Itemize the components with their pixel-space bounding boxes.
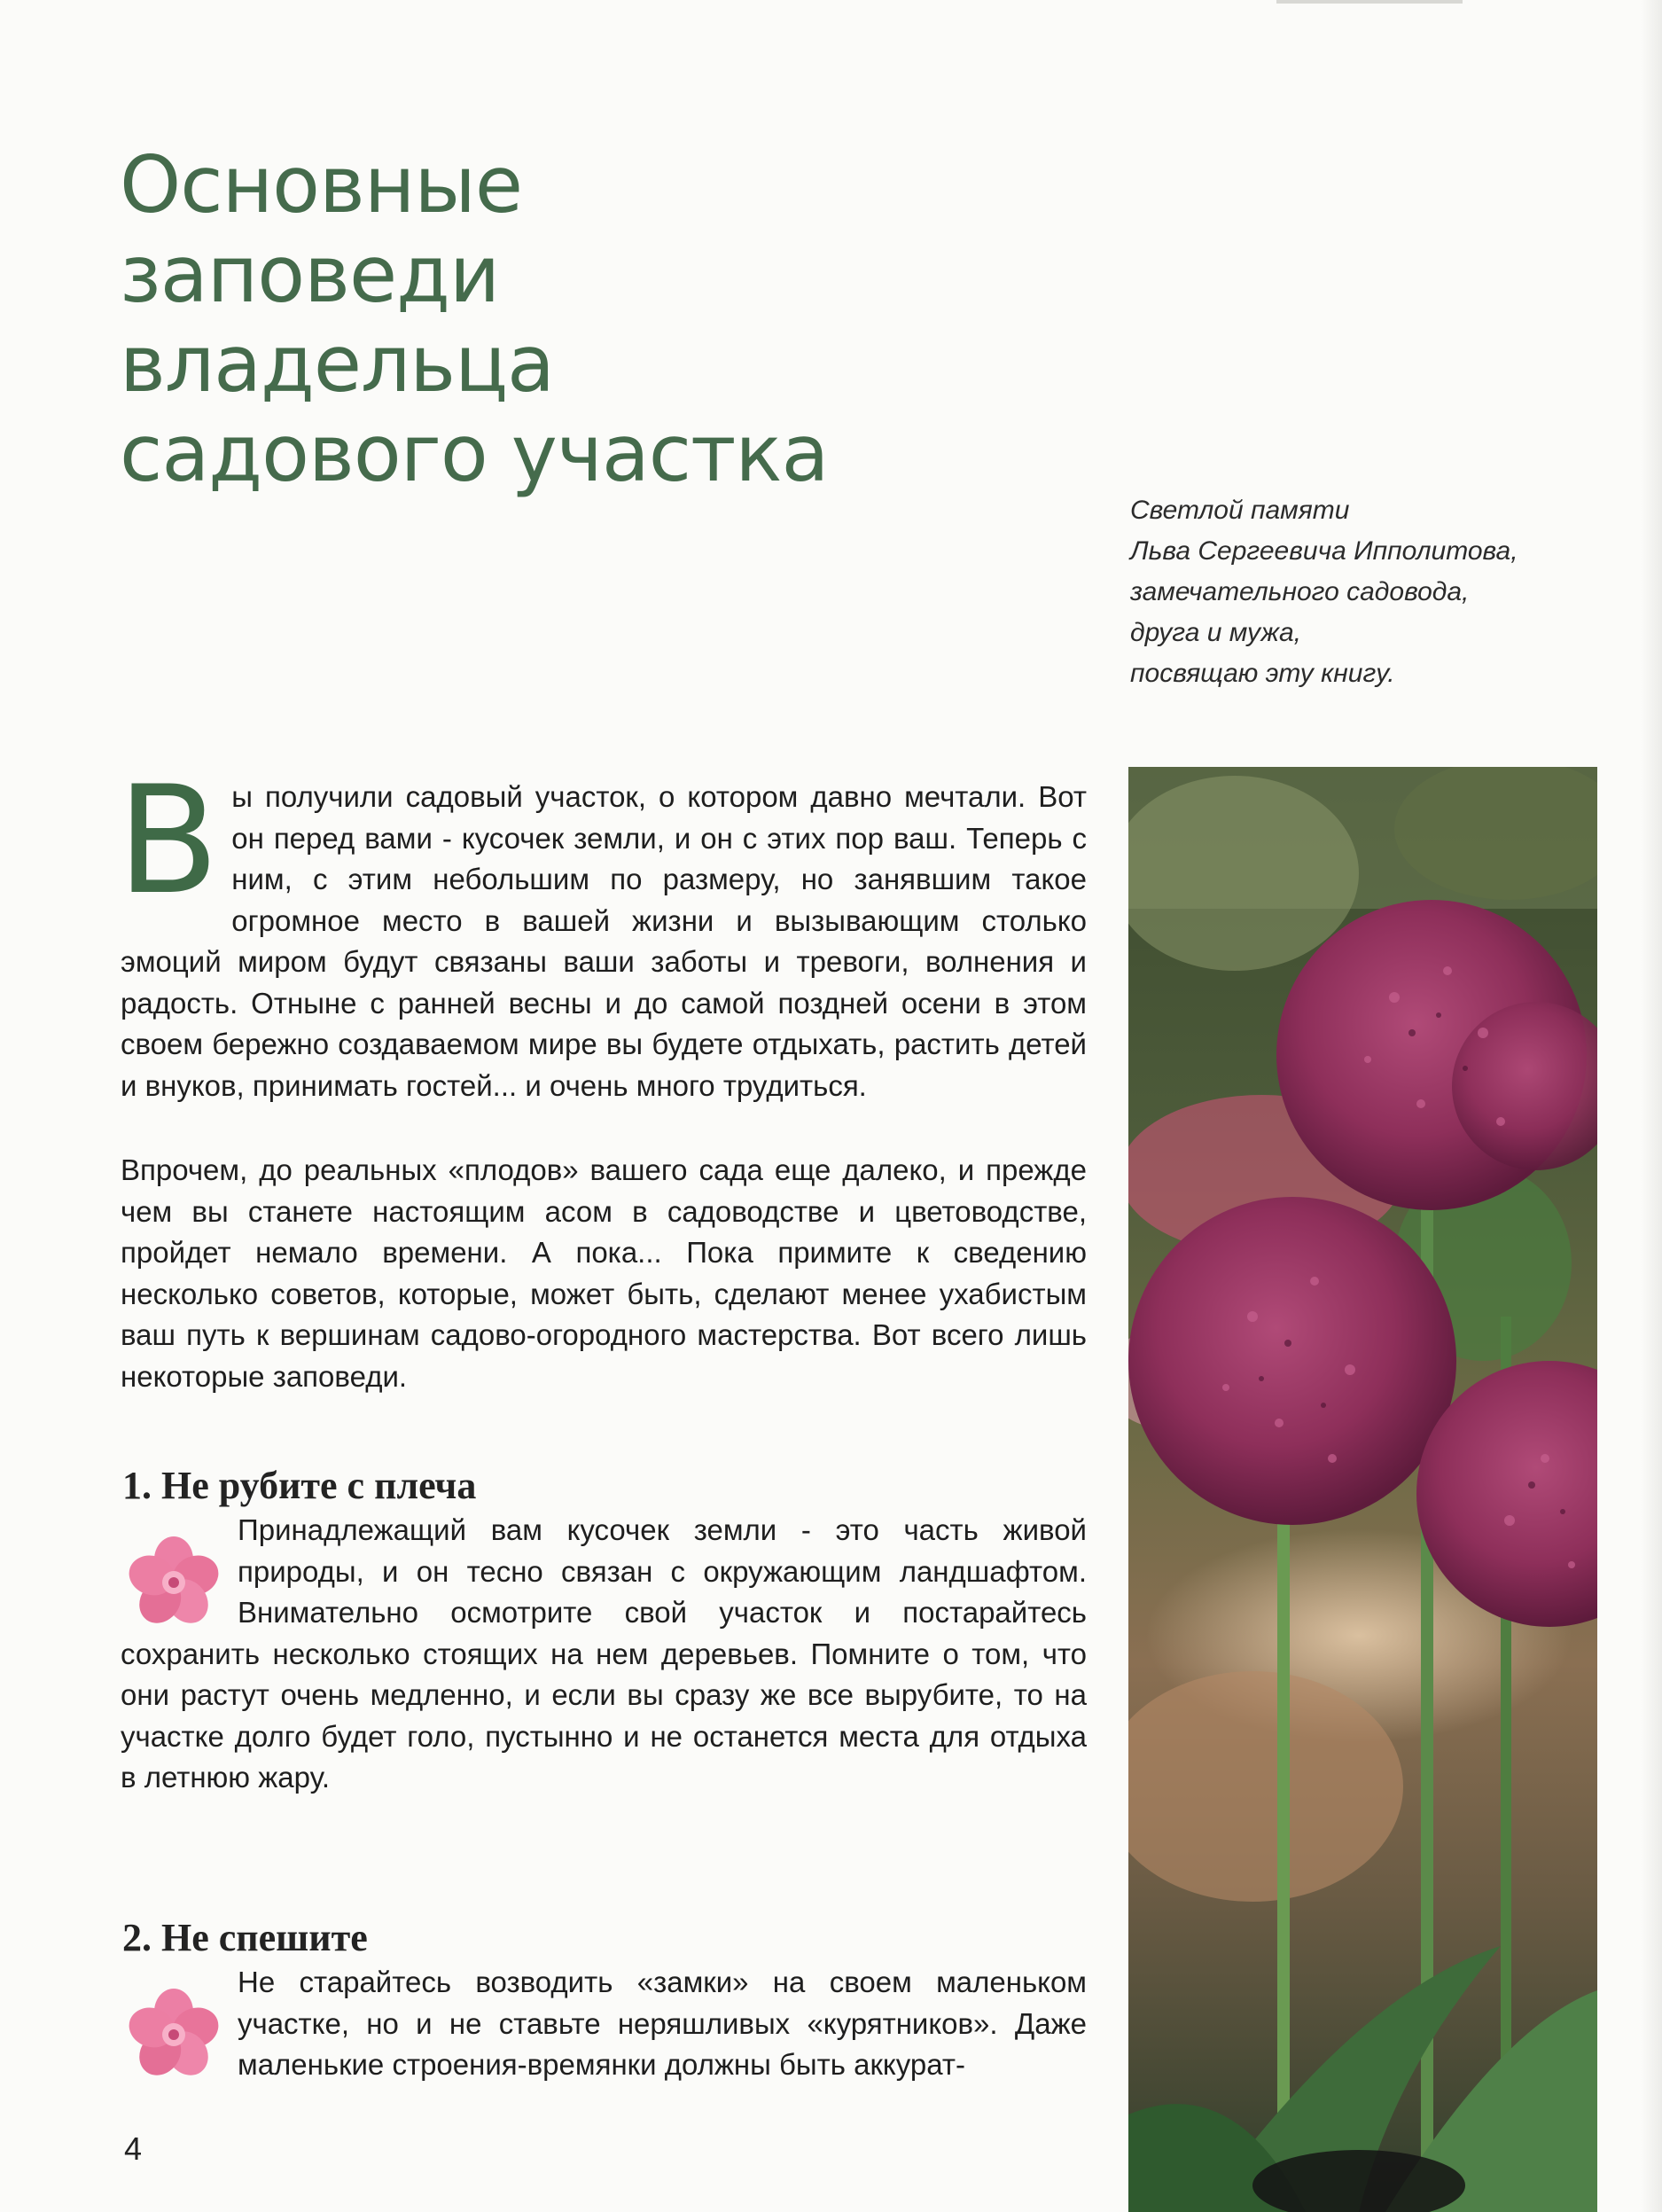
body-paragraph: Впрочем, до реальных «плодов» вашего сада еще далеко, и прежде чем вы станете настоящим асом в садоводстве и цветоводстве, пройдет немало времени. А пока... Пока примите к сведению несколько советов, которые, может быть, сделают менее ухабистым ваш путь к вершинам садово-огородного мастерства. Вот всего лишь некоторые заповеди. [121, 1153, 1087, 1393]
dedication-line: Светлой памяти [1130, 496, 1350, 525]
allium-flower-photo [1128, 767, 1597, 2212]
title-line: заповеди [120, 229, 500, 320]
section-heading-1: 1. Не рубите с плеча [122, 1464, 477, 1507]
intro-text: ы получили садовый участок, о котором давно мечтали. Вот он перед вами - кусочек земли, и он с этих пор ваш. Теперь с ним, с этим небольшим по размеру, но занявшим такое огромное место в вашей жизни и вызывающим столько эмоций миром будут связаны ваши заботы и тревоги, волнения и радость. Отныне с ранней весны и до самой поздней осени в этом своем бережно создаваемом мире вы будете отдыхать, растить детей и внуков, принимать гостей... и очень много трудиться. [121, 780, 1087, 1102]
dedication-line: посвящаю эту книгу. [1130, 659, 1395, 688]
title-line: садового участка [120, 408, 829, 499]
section-text-1: Принадлежащий вам кусочек земли - это часть живой природы, и он тесно связан с окружающим ландшафтом. Внимательно осмотрите свой участок и постарайтесь сохранить несколько стоящих на нем деревьев. Помните о том, что они растут очень медленно, и если вы сразу же все вырубите, то на участке долго будет голо, пустынно и не останется места для отдыха в летнюю жару. [121, 1513, 1087, 1794]
section-text-2: Не старайтесь возводить «замки» на своем маленьком участке, но и не ставьте неряшливых «курятников». Даже маленькие строения-времянки должны быть аккурат- [238, 1966, 1087, 2081]
dedication [1130, 490, 1591, 694]
title-line: владельца [120, 318, 554, 410]
title-line: Основные [120, 139, 523, 231]
drop-cap: В [117, 754, 220, 927]
intro-paragraph [117, 754, 1087, 1106]
page-number: 4 [124, 2130, 143, 2167]
top-rule [1276, 0, 1463, 4]
page-edge-shadow [1641, 0, 1662, 2212]
page-title [120, 140, 917, 498]
dedication-line: замечательного садовода, [1130, 577, 1470, 606]
section-heading-2: 2. Не спешите [122, 1916, 368, 1959]
dedication-line: друга и мужа, [1130, 618, 1301, 647]
dedication-line: Льва Сергеевича Ипполитова, [1130, 536, 1518, 566]
